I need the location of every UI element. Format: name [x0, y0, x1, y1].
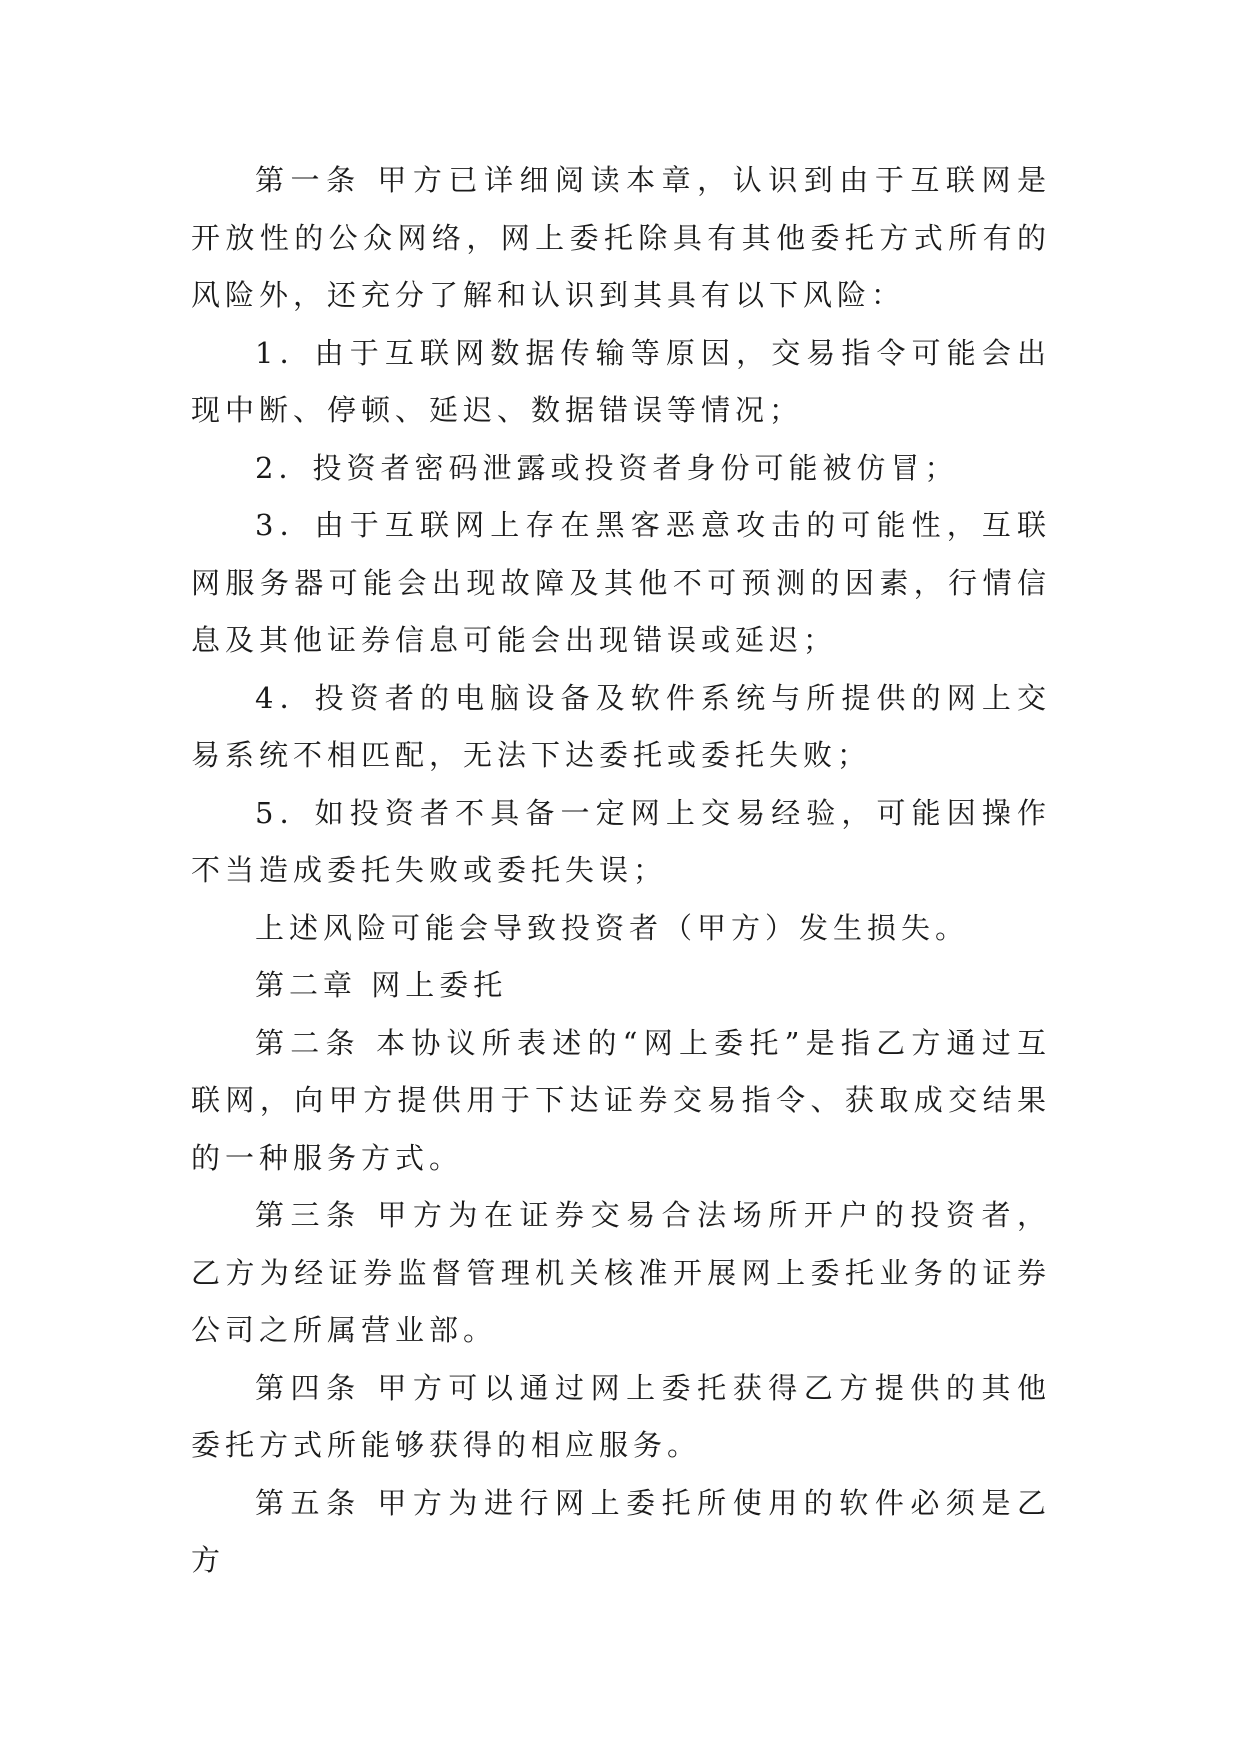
paragraph-risk-5: 5．如投资者不具备一定网上交易经验，可能因操作不当造成委托失败或委托失误； — [191, 795, 1051, 887]
chapter-heading-2: 第二章 网上委托 — [255, 968, 508, 1002]
paragraph-article-4: 第四条 甲方可以通过网上委托获得乙方提供的其他委托方式所能够获得的相应服务。 — [191, 1370, 1051, 1462]
paragraph-risk-1: 1．由于互联网数据传输等原因，交易指令可能会出现中断、停顿、延迟、数据错误等情况； — [191, 335, 1051, 427]
paragraph-article-1: 第一条 甲方已详细阅读本章，认识到由于互联网是开放性的公众网络，网上委托除具有其他委托方式所有的风险外，还充分了解和认识到其具有以下风险： — [191, 163, 1051, 312]
paragraph-article-5: 第五条 甲方为进行网上委托所使用的软件必须是乙方 — [191, 1485, 1051, 1577]
paragraph-article-2: 第二条 本协议所表述的“网上委托”是指乙方通过互联网，向甲方提供用于下达证券交易指令、获取成交结果的一种服务方式。 — [191, 1025, 1051, 1175]
paragraph-risk-4: 4．投资者的电脑设备及软件系统与所提供的网上交易系统不相匹配，无法下达委托或委托失败； — [191, 680, 1051, 772]
paragraph-risk-3: 3．由于互联网上存在黑客恶意攻击的可能性，互联网服务器可能会出现故障及其他不可预测的因素，行情信息及其他证券信息可能会出现错误或延迟； — [191, 508, 1051, 657]
paragraph-risk-summary: 上述风险可能会导致投资者（甲方）发生损失。 — [255, 910, 970, 945]
document-body — [191, 152, 1051, 1590]
paragraph-risk-2: 2．投资者密码泄露或投资者身份可能被仿冒； — [255, 450, 959, 485]
paragraph-article-3: 第三条 甲方为在证券交易合法场所开户的投资者，乙方为经证券监督管理机关核准开展网上委托业务的证券公司之所属营业部。 — [191, 1198, 1051, 1347]
